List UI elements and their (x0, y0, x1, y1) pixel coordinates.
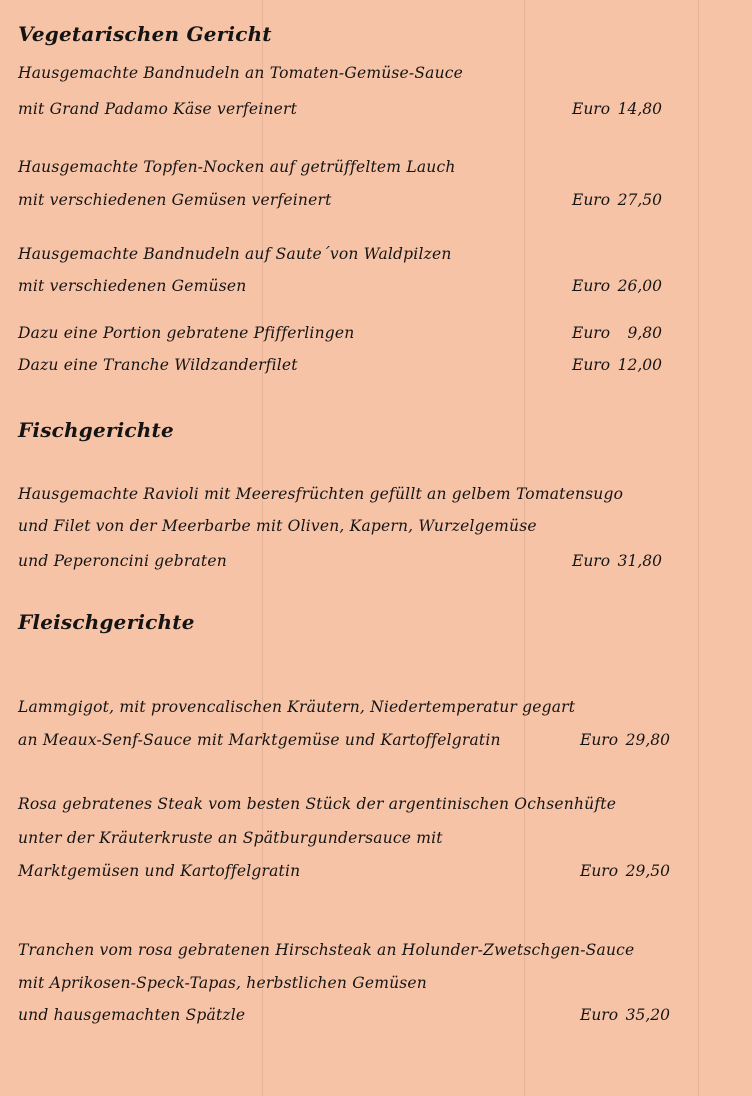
price-amount: 31,80 (617, 552, 662, 570)
dish-price (580, 862, 670, 880)
paper-fold-line (524, 0, 525, 1096)
section-heading-fish: Fischgerichte (18, 418, 174, 442)
dish-line: und Peperoncini gebraten (18, 552, 227, 570)
dish-line: und hausgemachten Spätzle (18, 1006, 246, 1024)
price-amount: 26,00 (617, 277, 662, 295)
dish-line: Rosa gebratenes Steak vom besten Stück der argentinischen Ochsenhüfte (18, 795, 617, 813)
price-currency: Euro (572, 552, 611, 570)
price-currency: Euro (572, 277, 611, 295)
price-currency: Euro (572, 356, 611, 374)
dish-line: mit verschiedenen Gemüsen (18, 277, 247, 295)
dish-line: mit verschiedenen Gemüsen verfeinert (18, 191, 332, 209)
paper-fold-line (698, 0, 699, 1096)
dish-line: Tranchen vom rosa gebratenen Hirschsteak an Holunder-Zwetschgen-Sauce (18, 941, 635, 959)
price-currency: Euro (572, 324, 611, 342)
dish-line: Marktgemüsen und Kartoffelgratin (18, 862, 301, 880)
price-currency: Euro (572, 191, 611, 209)
dish-price (580, 1006, 670, 1024)
price-amount: 9,80 (627, 324, 662, 342)
price-currency: Euro (580, 1006, 619, 1024)
dish-price (572, 100, 662, 118)
dish-line: Hausgemachte Bandnudeln auf Saute´von Waldpilzen (18, 245, 452, 263)
price-amount: 14,80 (617, 100, 662, 118)
price-amount: 12,00 (617, 356, 662, 374)
price-amount: 29,50 (625, 862, 670, 880)
section-heading-meat: Fleischgerichte (18, 610, 195, 634)
price-amount: 35,20 (625, 1006, 670, 1024)
dish-price (572, 324, 662, 342)
dish-line: an Meaux-Senf-Sauce mit Marktgemüse und Kartoffelgratin (18, 731, 501, 749)
section-heading-vegetarian: Vegetarischen Gericht (18, 22, 272, 46)
dish-price (580, 731, 670, 749)
price-amount: 27,50 (617, 191, 662, 209)
dish-line: mit Aprikosen-Speck-Tapas, herbstlichen Gemüsen (18, 974, 427, 992)
dish-line: Hausgemachte Ravioli mit Meeresfrüchten gefüllt an gelbem Tomatensugo (18, 485, 624, 503)
dish-line: unter der Kräuterkruste an Spätburgundersauce mit (18, 829, 443, 847)
price-amount: 29,80 (625, 731, 670, 749)
dish-line: Hausgemachte Topfen-Nocken auf getrüffeltem Lauch (18, 158, 456, 176)
dish-price (572, 277, 662, 295)
price-currency: Euro (580, 731, 619, 749)
dish-line: Dazu eine Portion gebratene Pfifferlingen (18, 324, 355, 342)
dish-line: Hausgemachte Bandnudeln an Tomaten-Gemüse-Sauce (18, 64, 464, 82)
price-currency: Euro (572, 100, 611, 118)
dish-line: Lammgigot, mit provencalischen Kräutern, Niedertemperatur gegart (18, 698, 576, 716)
dish-line: und Filet von der Meerbarbe mit Oliven, Kapern, Wurzelgemüse (18, 517, 537, 535)
dish-line: mit Grand Padamo Käse verfeinert (18, 100, 298, 118)
dish-price (572, 552, 662, 570)
price-currency: Euro (580, 862, 619, 880)
dish-line: Dazu eine Tranche Wildzanderfilet (18, 356, 298, 374)
dish-price (572, 356, 662, 374)
dish-price (572, 191, 662, 209)
